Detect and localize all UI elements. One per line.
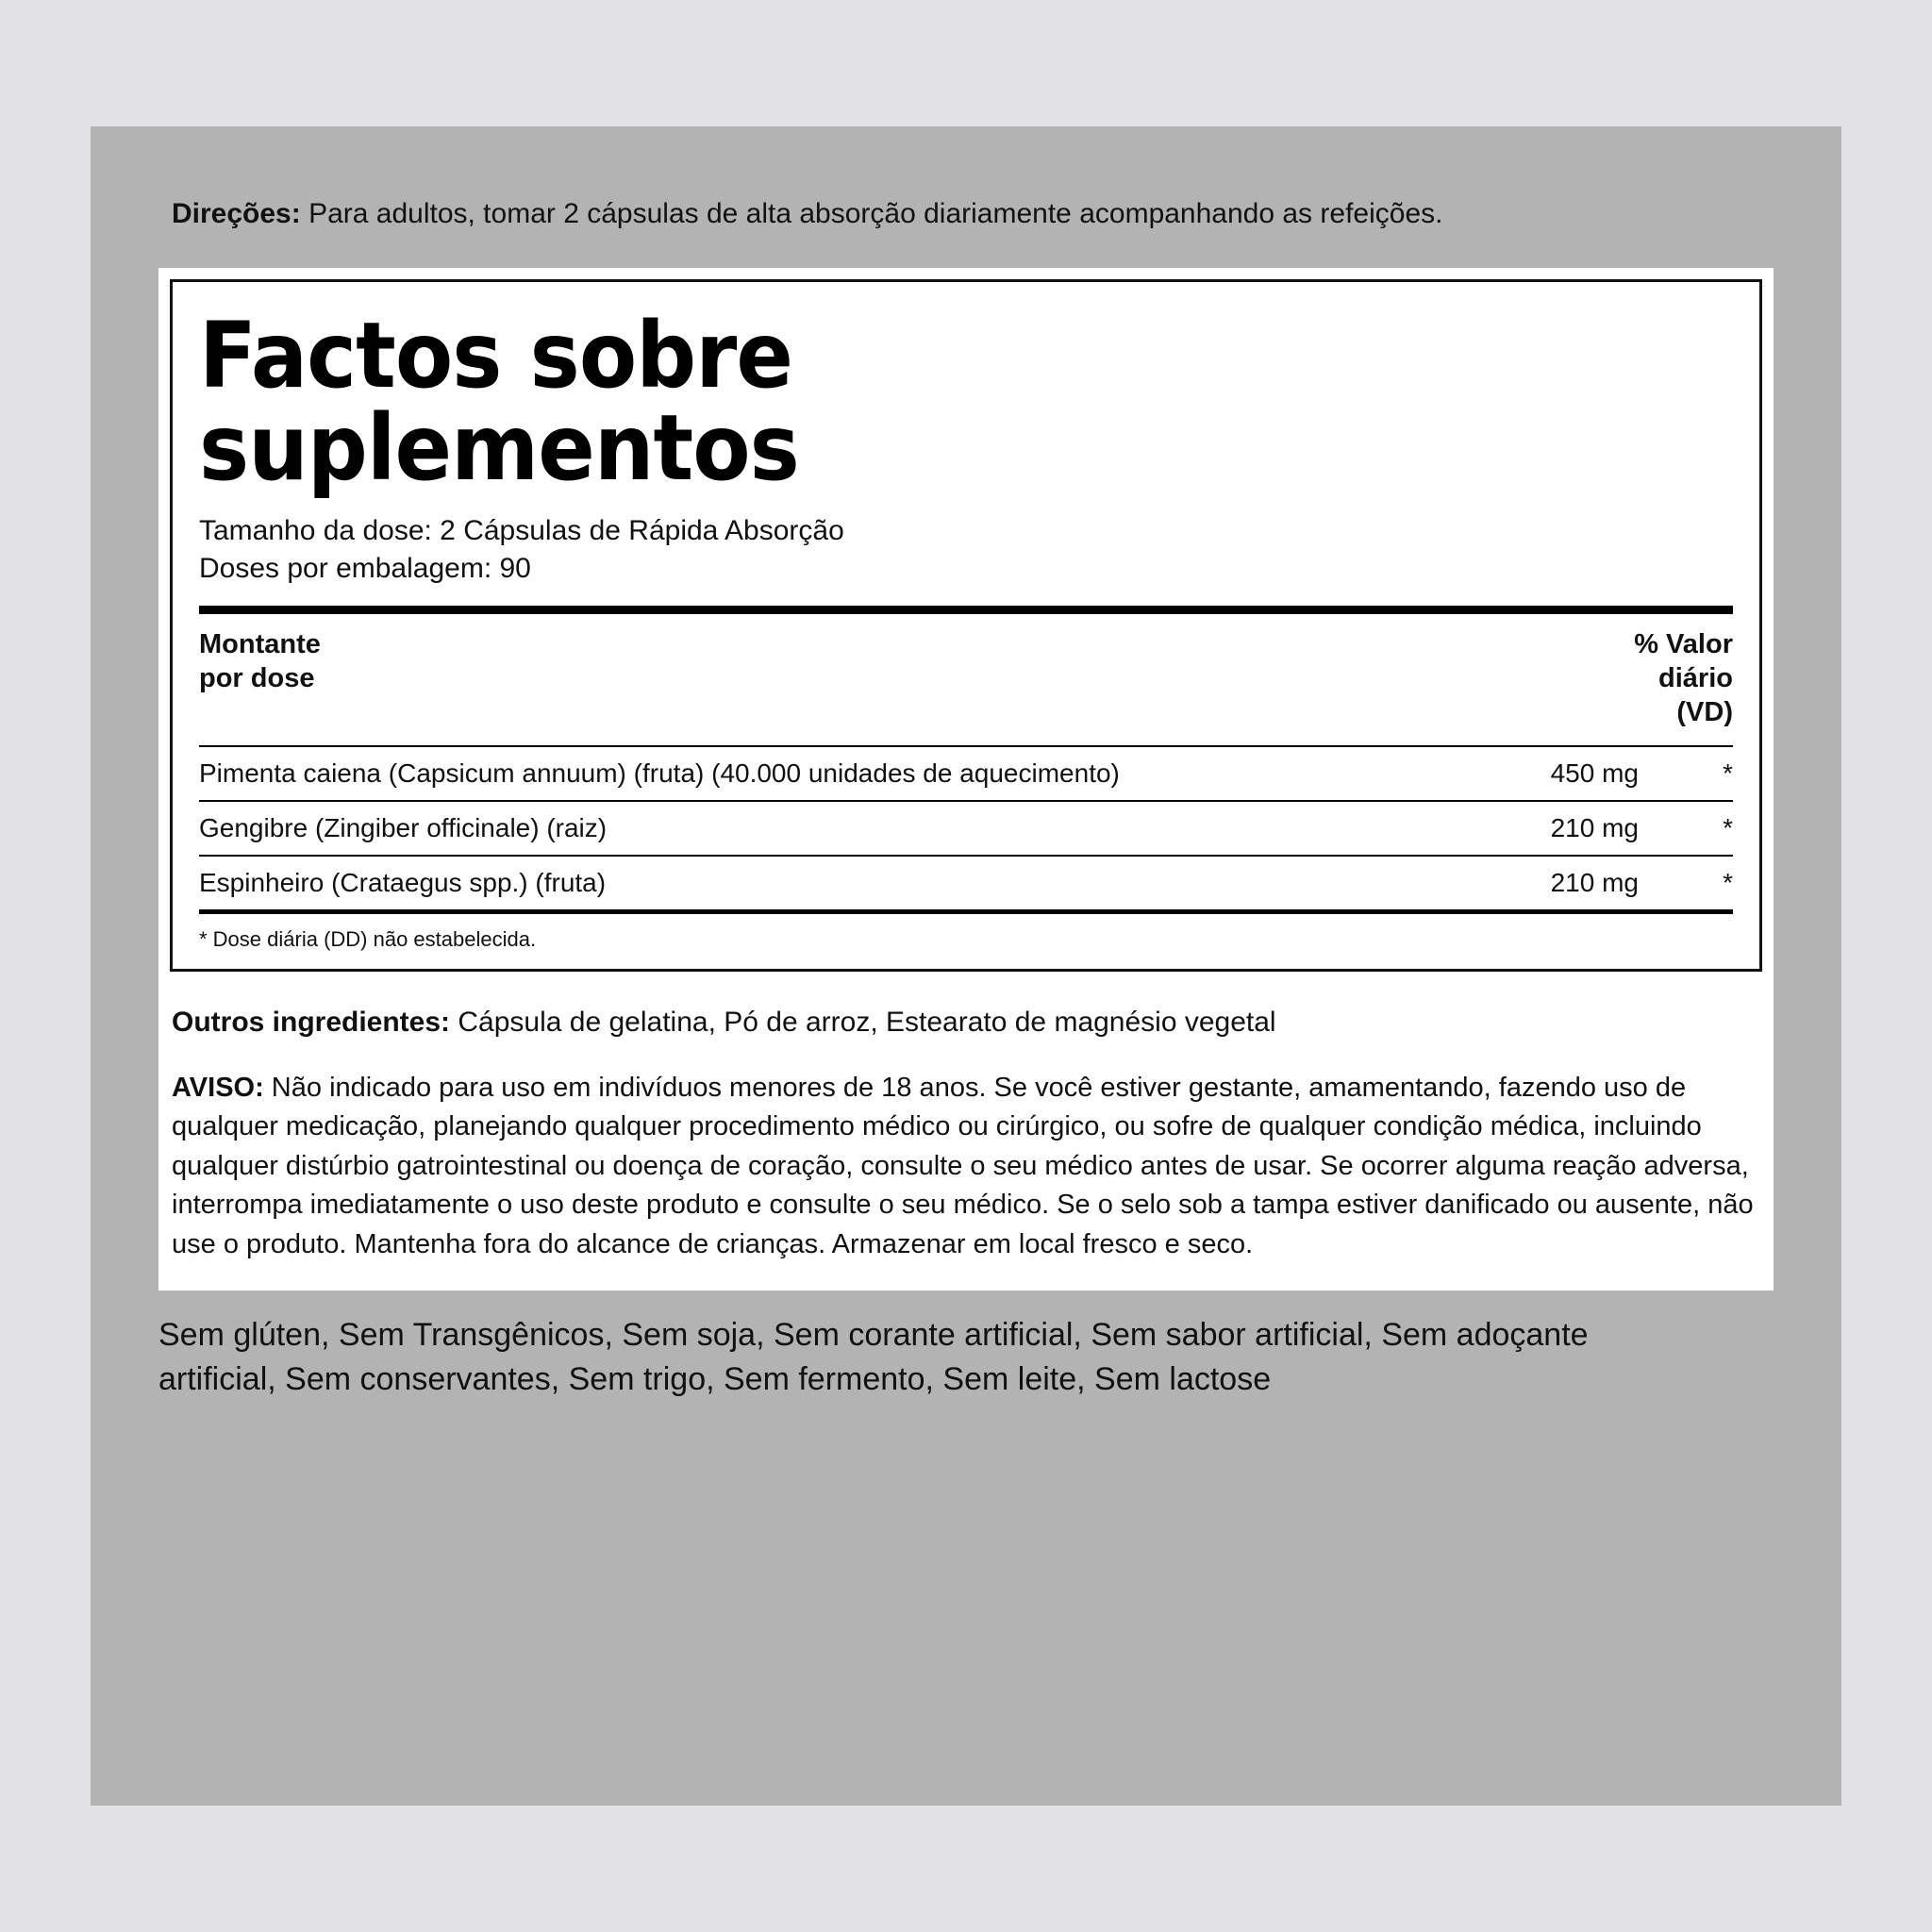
ingredient-dv: * xyxy=(1648,801,1733,856)
ingredient-dv: * xyxy=(1648,746,1733,801)
serving-size: Tamanho da dose: 2 Cápsulas de Rápida Absorção xyxy=(199,514,844,546)
heavy-divider-top xyxy=(199,606,1733,614)
label-panel xyxy=(91,126,1841,1806)
dv-header-line1: % Valor xyxy=(1634,628,1733,659)
supplement-facts-inner xyxy=(170,279,1762,972)
supplement-facts-card xyxy=(158,268,1774,983)
dv-header-line3: (VD) xyxy=(1676,697,1733,728)
free-from-claims: Sem glúten, Sem Transgênicos, Sem soja, Sem corante artificial, Sem sabor artificial, Sem adoçante artificial, Sem conservantes, Sem trigo, Sem fermento, Sem leite, Sem lactose xyxy=(158,1317,1589,1397)
amount-header-line2: por dose xyxy=(199,663,315,694)
directions-label: Direções: xyxy=(172,198,301,229)
other-ingredients xyxy=(172,1004,1757,1041)
nutrition-table xyxy=(199,614,1733,909)
ingredient-amount: 210 mg xyxy=(1450,856,1648,909)
table-header-row xyxy=(199,614,1733,746)
other-ingredients-text: Cápsula de gelatina, Pó de arroz, Estearato de magnésio vegetal xyxy=(450,1007,1276,1038)
servings-per-container: Doses por embalagem: 90 xyxy=(199,553,531,585)
other-ingredients-label: Outros ingredientes: xyxy=(172,1007,451,1038)
amount-header-line1: Montante xyxy=(199,628,321,659)
daily-value-footnote: * Dose diária (DD) não estabelecida. xyxy=(199,926,537,951)
daily-value-header xyxy=(1450,614,1733,746)
ingredient-name: Gengibre (Zingiber officinale) (raiz) xyxy=(199,801,1450,856)
ingredient-amount: 450 mg xyxy=(1450,746,1648,801)
ingredient-amount: 210 mg xyxy=(1450,801,1648,856)
ingredient-dv: * xyxy=(1648,856,1733,909)
directions-text: Para adultos, tomar 2 cápsulas de alta absorção diariamente acompanhando as refeições. xyxy=(300,198,1443,229)
dv-header-line2: diário xyxy=(1658,663,1733,694)
ingredient-name: Pimenta caiena (Capsicum annuum) (fruta) (40.000 unidades de aquecimento) xyxy=(199,746,1450,801)
directions-line xyxy=(172,196,1775,232)
warning-block xyxy=(172,1069,1766,1264)
amount-header xyxy=(199,614,1450,746)
warning-text: Não indicado para uso em indivíduos menores de 18 anos. Se você estiver gestante, amamentando, fazendo uso de qualquer medicação, planejando qualquer procedimento médico ou cirúrgico, ou sofre de qualquer condição médica, incluindo qualquer distúrbio gatrointestinal ou doença de coração, consulte o seu médico antes de usar. Se ocorrer alguma reação adversa, interrompa imediatamente o uso deste produto e consulte o seu médico. Se o selo sob a tampa estiver danificado ou ausente, não use o produto. Mantenha fora do alcance de crianças. Armazenar em local fresco e seco. xyxy=(172,1073,1754,1259)
warning-label: AVISO: xyxy=(172,1073,264,1103)
table-row xyxy=(199,801,1733,856)
table-row xyxy=(199,856,1733,909)
supplement-facts-title: Factos sobre suplementos xyxy=(199,303,799,501)
ingredient-name: Espinheiro (Crataegus spp.) (fruta) xyxy=(199,856,1450,909)
table-row xyxy=(199,746,1733,801)
